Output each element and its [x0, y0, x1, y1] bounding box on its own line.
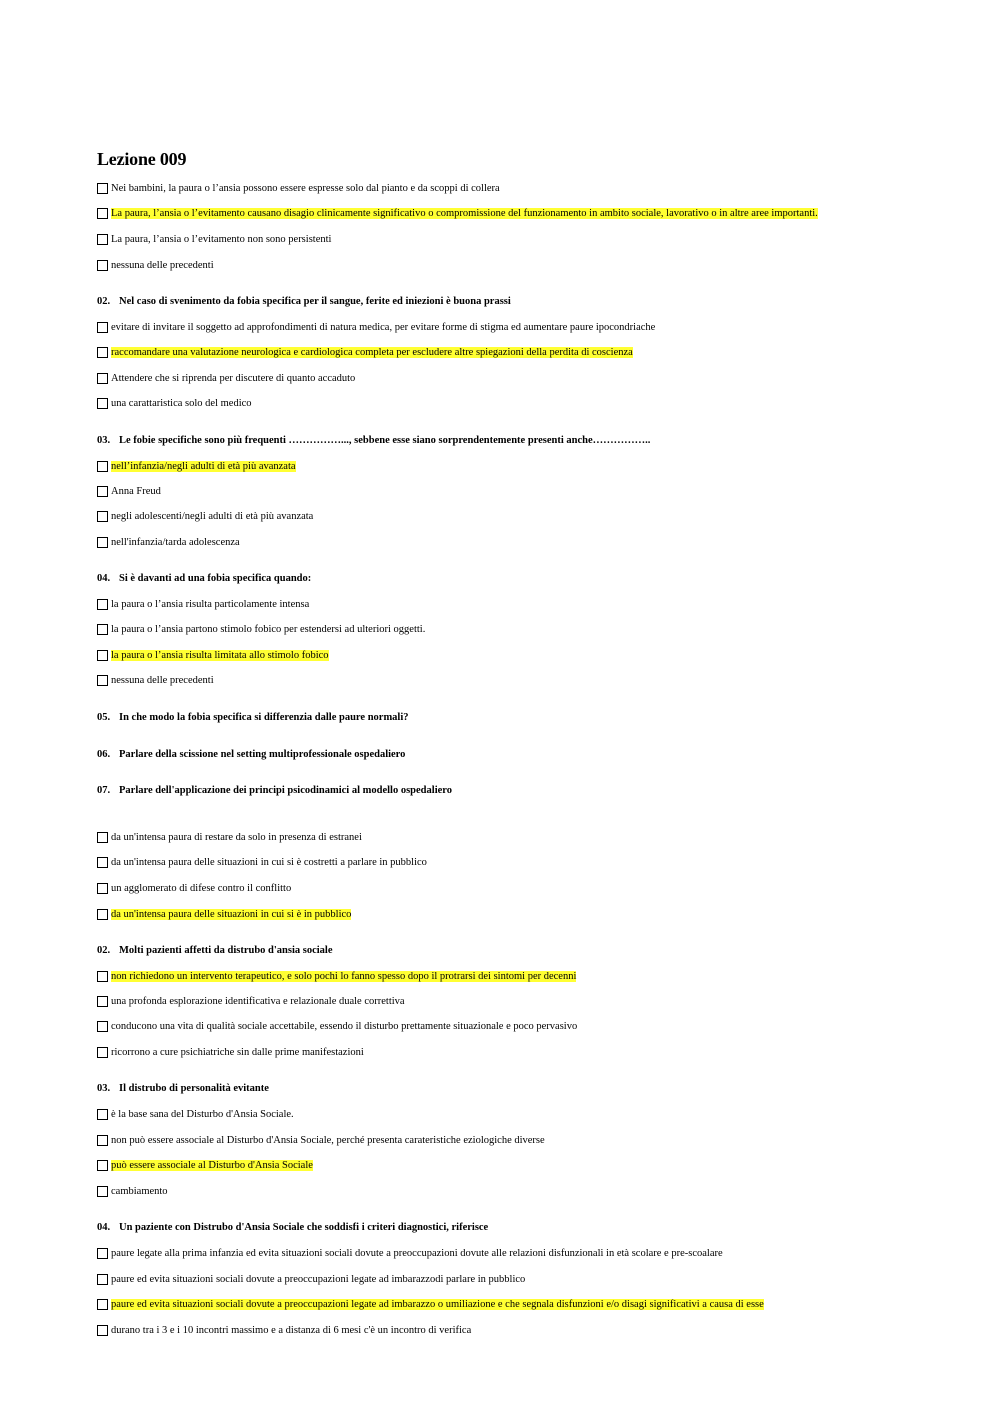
checkbox[interactable] [97, 208, 108, 219]
answer-option [97, 648, 329, 662]
option-text-highlighted: non richiedono un intervento terapeutico, e solo pochi lo fanno spesso dopo il protrarsi dei sintomi per decenni [111, 970, 577, 982]
checkbox[interactable] [97, 537, 108, 548]
option-text: un agglomerato di difese contro il conflitto [111, 882, 292, 894]
question-number: 04. [97, 573, 111, 584]
question-text: Si è davanti ad una fobia specifica quando: [119, 573, 312, 584]
option-text: non può essere associale al Disturbo d'Ansia Sociale, perché presenta carateristiche eziologiche diverse [111, 1134, 545, 1146]
option-text: da un'intensa paura delle situazioni in cui si è costretti a parlare in pubblico [111, 856, 427, 868]
question-number: 07. [97, 785, 111, 796]
answer-option [97, 1297, 764, 1311]
option-text-highlighted: la paura o l’ansia risulta limitata allo stimolo fobico [111, 649, 329, 661]
option-text: durano tra i 3 e i 10 incontri massimo e a distanza di 6 mesi c'è un incontro di verifica [111, 1324, 472, 1336]
option-text: la paura o l’ansia partono stimolo fobico per estendersi ad ulteriori oggetti. [111, 623, 426, 635]
question-number: 02. [97, 296, 111, 307]
checkbox[interactable] [97, 461, 108, 472]
answer-option [97, 1272, 525, 1286]
answer-option [97, 881, 291, 895]
checkbox[interactable] [97, 234, 108, 245]
answer-option [97, 206, 818, 220]
option-text-highlighted: nell’infanzia/negli adulti di età più avanzata [111, 460, 296, 472]
option-text: nell'infanzia/tarda adolescenza [111, 536, 240, 548]
checkbox[interactable] [97, 1274, 108, 1285]
question-text: In che modo la fobia specifica si differenzia dalle paure normali? [119, 712, 409, 723]
option-text: negli adolescenti/negli adulti di età più avanzata [111, 510, 314, 522]
answer-option [97, 1158, 313, 1172]
checkbox[interactable] [97, 260, 108, 271]
question-number: 02. [97, 945, 111, 956]
option-text: una profonda esplorazione identificativa e relazionale duale correttiva [111, 995, 405, 1007]
answer-option [97, 969, 576, 983]
question-heading [97, 1083, 269, 1094]
answer-option [97, 673, 214, 687]
checkbox[interactable] [97, 832, 108, 843]
answer-option [97, 1246, 723, 1260]
option-text: Attendere che si riprenda per discutere di quanto accaduto [111, 372, 356, 384]
answer-option [97, 396, 252, 410]
option-text: una carattaristica solo del medico [111, 397, 252, 409]
question-text: Un paziente con Distrubo d'Ansia Sociale che soddisfi i criteri diagnostici, riferisce [119, 1222, 489, 1233]
question-text: Molti pazienti affetti da distrubo d'ansia sociale [119, 945, 333, 956]
question-text: Le fobie specifiche sono più frequenti ……………..., sebbene esse siano sorprendentemente presenti anche…………….. [119, 435, 651, 446]
answer-option [97, 1323, 471, 1337]
checkbox[interactable] [97, 909, 108, 920]
checkbox[interactable] [97, 1325, 108, 1336]
option-text: ricorrono a cure psichiatriche sin dalle prime manifestazioni [111, 1046, 364, 1058]
checkbox[interactable] [97, 322, 108, 333]
checkbox[interactable] [97, 486, 108, 497]
question-heading [97, 785, 452, 796]
option-text: conducono una vita di qualità sociale accettabile, essendo il disturbo prettamente situazionale e poco pervasivo [111, 1020, 578, 1032]
answer-option [97, 258, 214, 272]
option-text: evitare di invitare il soggetto ad approfondimenti di natura medica, per evitare forme di stigma ed aumentare paure ipocondriache [111, 321, 656, 333]
option-text-highlighted: raccomandare una valutazione neurologica e cardiologica completa per escludere altre spiegazioni della perdita di coscienza [111, 346, 633, 358]
checkbox[interactable] [97, 1109, 108, 1120]
checkbox[interactable] [97, 373, 108, 384]
checkbox[interactable] [97, 650, 108, 661]
question-number: 05. [97, 712, 111, 723]
question-text: Parlare dell'applicazione dei principi psicodinamici al modello ospedaliero [119, 785, 452, 796]
question-text: Parlare della scissione nel setting multiprofessionale ospedaliero [119, 749, 406, 760]
option-text: Nei bambini, la paura o l’ansia possono essere espresse solo dal pianto e da scoppi di collera [111, 182, 500, 194]
checkbox[interactable] [97, 971, 108, 982]
answer-option [97, 484, 161, 498]
answer-option [97, 509, 313, 523]
answer-option [97, 535, 240, 549]
answer-option [97, 1133, 545, 1147]
question-heading [97, 712, 409, 723]
checkbox[interactable] [97, 599, 108, 610]
question-number: 03. [97, 435, 111, 446]
checkbox[interactable] [97, 398, 108, 409]
checkbox[interactable] [97, 857, 108, 868]
answer-option [97, 345, 633, 359]
option-text: paure ed evita situazioni sociali dovute a preoccupazioni legate ad imbarazzodi parlare in pubblico [111, 1273, 526, 1285]
option-text: nessuna delle precedenti [111, 259, 214, 271]
answer-option [97, 181, 500, 195]
question-number: 06. [97, 749, 111, 760]
option-text: è la base sana del Disturbo d'Ansia Sociale. [111, 1108, 294, 1120]
answer-option [97, 855, 427, 869]
checkbox[interactable] [97, 675, 108, 686]
checkbox[interactable] [97, 347, 108, 358]
answer-option [97, 597, 309, 611]
checkbox[interactable] [97, 1160, 108, 1171]
option-text: nessuna delle precedenti [111, 674, 214, 686]
option-text-highlighted: paure ed evita situazioni sociali dovute a preoccupazioni legate ad imbarazzo o umiliazione e che segnala disfunzioni e/o disagi significativi a causa di esse [111, 1298, 764, 1310]
answer-option [97, 371, 355, 385]
answer-option [97, 459, 296, 473]
option-text-highlighted: da un'intensa paura delle situazioni in cui si è in pubblico [111, 908, 352, 920]
answer-option [97, 907, 351, 921]
checkbox[interactable] [97, 883, 108, 894]
answer-option [97, 622, 425, 636]
question-number: 04. [97, 1222, 111, 1233]
question-heading [97, 296, 511, 307]
checkbox[interactable] [97, 1186, 108, 1197]
question-heading [97, 945, 333, 956]
question-heading [97, 435, 650, 446]
question-heading [97, 1222, 488, 1233]
answer-option [97, 320, 655, 334]
question-text: Nel caso di svenimento da fobia specifica per il sangue, ferite ed iniezioni è buona prassi [119, 296, 511, 307]
answer-option [97, 232, 331, 246]
page-title: Lezione 009 [97, 149, 187, 169]
checkbox[interactable] [97, 511, 108, 522]
answer-option [97, 1019, 577, 1033]
option-text-highlighted: può essere associale al Disturbo d'Ansia Sociale [111, 1159, 313, 1171]
option-text: da un'intensa paura di restare da solo in presenza di estranei [111, 831, 362, 843]
answer-option [97, 994, 405, 1008]
checkbox[interactable] [97, 624, 108, 635]
answer-option [97, 1184, 168, 1198]
question-number: 03. [97, 1083, 111, 1094]
question-heading [97, 573, 311, 584]
answer-option [97, 1045, 364, 1059]
answer-option [97, 830, 362, 844]
checkbox[interactable] [97, 1047, 108, 1058]
answer-option [97, 1107, 294, 1121]
option-text: Anna Freud [111, 485, 161, 497]
checkbox[interactable] [97, 1021, 108, 1032]
checkbox[interactable] [97, 1248, 108, 1259]
checkbox[interactable] [97, 1299, 108, 1310]
option-text: cambiamento [111, 1185, 168, 1197]
option-text: paure legate alla prima infanzia ed evita situazioni sociali dovute a preoccupazioni dovute alle relazioni disfunzionali in età scolare e pre-scoalare [111, 1247, 723, 1259]
checkbox[interactable] [97, 183, 108, 194]
checkbox[interactable] [97, 1135, 108, 1146]
checkbox[interactable] [97, 996, 108, 1007]
option-text-highlighted: La paura, l’ansia o l’evitamento causano disagio clinicamente significativo o compromissione del funzionamento in ambito sociale, lavorativo o in altre aree importanti. [111, 207, 818, 219]
question-text: Il distrubo di personalità evitante [119, 1083, 269, 1094]
question-heading [97, 749, 405, 760]
option-text: la paura o l’ansia risulta particolamente intensa [111, 598, 310, 610]
option-text: La paura, l’ansia o l’evitamento non sono persistenti [111, 233, 332, 245]
